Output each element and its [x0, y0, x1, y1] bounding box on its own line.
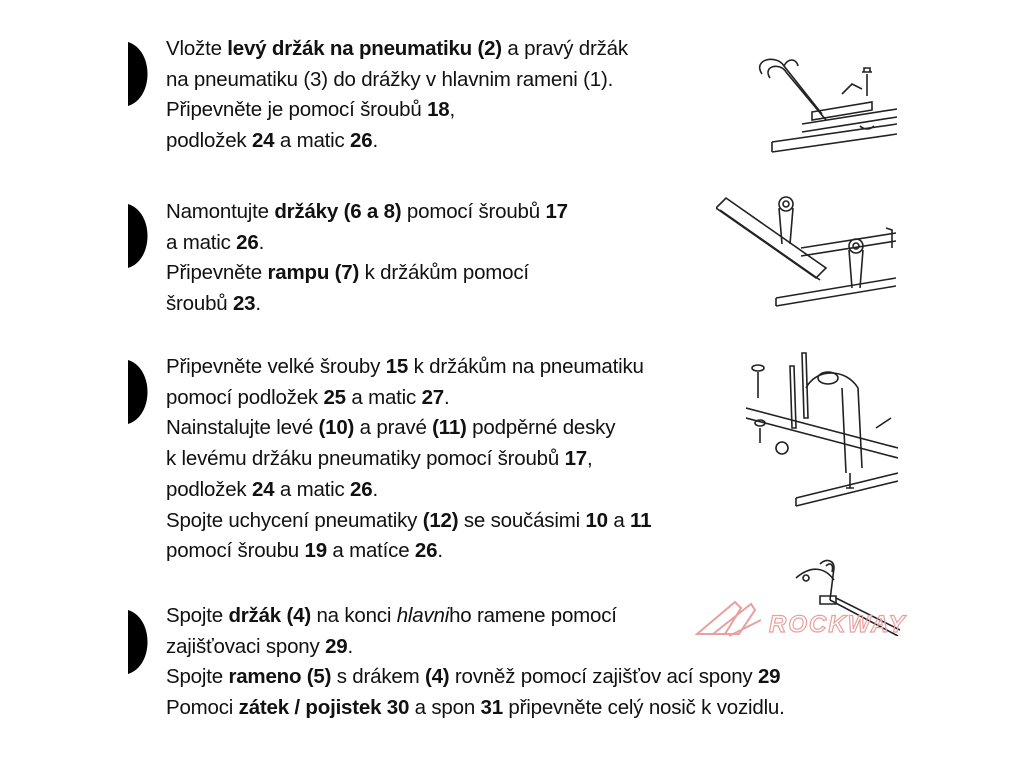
text-run: rampu (7)	[267, 261, 360, 285]
step-4-line	[166, 693, 785, 724]
step-3-line	[166, 383, 651, 414]
text-run: a pravé	[354, 416, 433, 440]
step-3-line	[166, 413, 651, 444]
text-run: 15	[385, 355, 409, 378]
text-run: 17	[545, 200, 568, 223]
text-run: pomocí šroubu	[166, 539, 305, 563]
step-2-line	[166, 197, 568, 228]
text-run: ,	[449, 98, 455, 122]
step-3-line	[166, 444, 651, 475]
text-run: .	[372, 477, 378, 501]
step-4-bullet	[128, 610, 150, 674]
text-run: na konci	[310, 604, 397, 627]
text-run: Připevněte velké šrouby	[166, 355, 386, 378]
watermark-text: ROCKWAY	[769, 611, 907, 638]
text-run: pomocí šroubů	[401, 200, 546, 223]
step-4-line	[166, 632, 785, 663]
text-run: a	[607, 508, 631, 532]
text-run: (10)	[318, 416, 355, 440]
text-run: Spojte uchycení pneumatiky	[166, 508, 423, 532]
text-run: 27	[421, 385, 444, 409]
step-2-line	[166, 228, 568, 259]
text-run: levý držák na pneumatiku (2)	[227, 37, 502, 60]
text-run: (12)	[422, 508, 459, 532]
step-1-line	[166, 95, 628, 126]
text-run: rovněž pomocí zajišťov ací spony	[449, 665, 758, 689]
text-run: připevněte celý nosič k vozidlu.	[502, 696, 785, 720]
step-3-line	[166, 536, 651, 567]
text-run: podpěrné desky	[466, 416, 616, 440]
rockway-watermark-logo	[695, 596, 945, 642]
text-run: 25	[323, 385, 346, 409]
text-run: ho ramene pomocí	[449, 604, 617, 627]
text-run: 29	[757, 665, 781, 689]
step-1-bullet	[128, 42, 150, 106]
text-run: Připevněte	[166, 261, 268, 285]
text-run: 26	[414, 539, 438, 563]
text-run: k držákům na pneumatiku	[408, 355, 644, 378]
text-run: 17	[564, 447, 587, 471]
step-4-line	[166, 662, 785, 693]
text-run: 26	[236, 230, 259, 254]
text-run: Spojte	[166, 665, 229, 689]
text-run: držáky (6 a 8)	[274, 200, 402, 223]
text-run: a pravý držák	[501, 37, 628, 60]
text-run: podložek	[166, 129, 252, 153]
step-1-line	[166, 126, 628, 157]
step-2-bullet	[128, 204, 150, 268]
text-run: .	[255, 292, 261, 316]
text-run: šroubů	[166, 292, 233, 316]
text-run: Připevněte je pomocí šroubů	[166, 98, 428, 122]
text-run: podložek	[166, 477, 252, 501]
text-run: 24	[251, 477, 275, 501]
step-3-line	[166, 506, 651, 537]
text-run: .	[347, 634, 353, 658]
step-3-line	[166, 352, 651, 383]
text-run: 31	[480, 696, 503, 720]
step-4-text	[166, 601, 785, 724]
text-run: Pomoci	[166, 696, 239, 720]
text-run: zajišťovaci spony	[166, 634, 326, 658]
step-1-line	[166, 65, 628, 96]
text-run: .	[258, 230, 265, 254]
text-run: zátek / pojistek 30	[238, 696, 410, 720]
text-run: k levému držáku pneumatiky pomocí šroubů	[166, 447, 565, 471]
text-run: a matíce	[326, 539, 415, 563]
text-run: s drákem	[331, 665, 425, 689]
step-3-text	[166, 352, 651, 567]
text-run: 18	[427, 98, 450, 122]
step-3-line	[166, 475, 651, 506]
text-run: (11)	[432, 416, 467, 440]
text-run: (4)	[424, 665, 450, 689]
text-run: .	[443, 385, 450, 409]
step-2-line	[166, 258, 568, 289]
step-2-text	[166, 197, 568, 320]
text-run: Vložte	[166, 37, 228, 60]
text-run: 19	[304, 539, 327, 563]
text-run: držák (4)	[228, 604, 311, 627]
text-run: 26	[350, 477, 373, 501]
step-3-bullet	[128, 360, 150, 424]
step-1-line	[166, 34, 628, 65]
text-run: k držákům pomocí	[359, 261, 529, 285]
text-run: 26	[350, 129, 373, 153]
text-run: hlavni	[396, 604, 450, 627]
text-run: pomocí podložek	[166, 385, 324, 409]
text-run: 10	[585, 508, 608, 532]
text-run: 29	[325, 634, 348, 658]
text-run: a matic	[166, 230, 237, 254]
text-run: a spon	[409, 696, 481, 720]
figure-support-plates	[746, 348, 898, 513]
text-run: Nainstalujte levé	[166, 416, 319, 440]
text-run: a matic	[345, 385, 422, 409]
text-run: 24	[251, 129, 275, 153]
step-1-text	[166, 34, 628, 157]
text-run: a matic	[274, 129, 351, 153]
figure-tire-holders	[742, 54, 897, 159]
text-run: 11	[630, 508, 652, 532]
text-run: 23	[232, 292, 256, 316]
text-run: Namontujte	[166, 200, 275, 223]
text-run: .	[372, 129, 378, 153]
step-4-line	[166, 601, 785, 632]
text-run: rameno (5)	[228, 665, 332, 689]
text-run: .	[437, 539, 443, 563]
figure-brackets-ramp	[716, 188, 896, 313]
step-2-line	[166, 289, 568, 320]
text-run: ,	[586, 447, 593, 471]
text-run: a matic	[274, 477, 351, 501]
text-run: na pneumatiku (3) do drážky v hlavnim rameni (1).	[166, 67, 614, 91]
text-run: se součásimi	[458, 508, 586, 532]
text-run: Spojte	[166, 604, 229, 627]
